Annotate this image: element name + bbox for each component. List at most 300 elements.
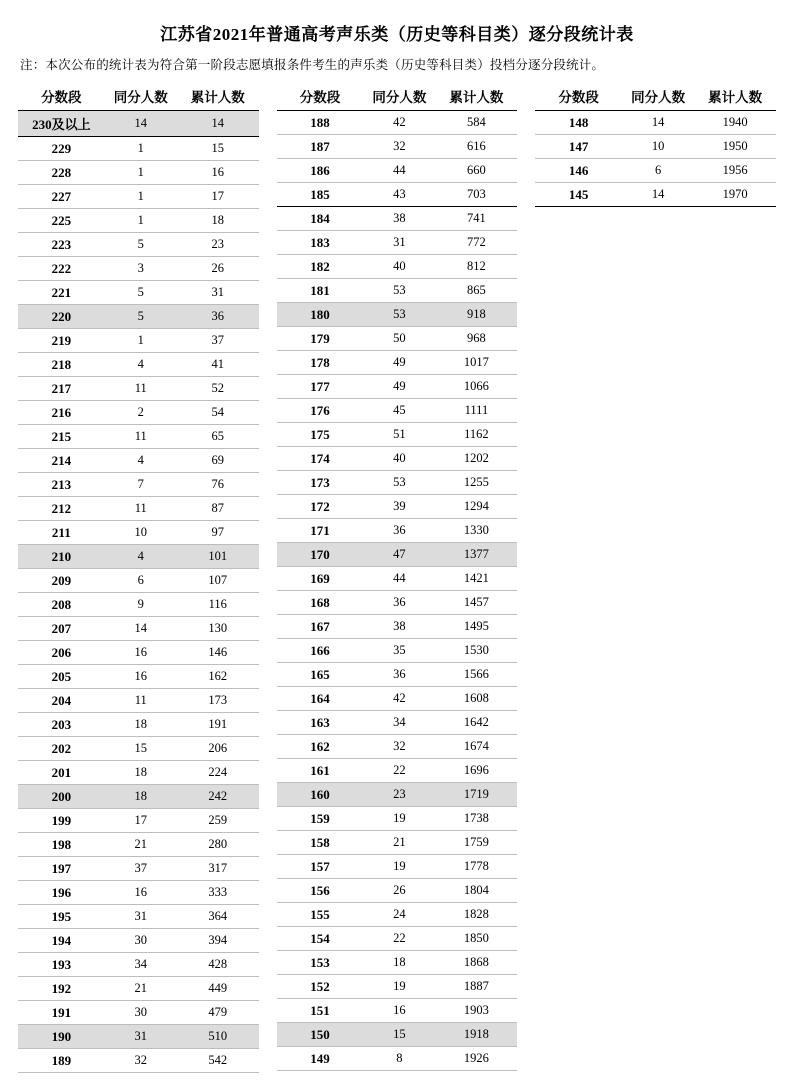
- cell-same-count: 35: [363, 639, 435, 663]
- cell-same-count: 7: [105, 473, 177, 497]
- cell-same-count: 31: [105, 1025, 177, 1049]
- cell-same-count: 15: [363, 1023, 435, 1047]
- cell-score: 222: [18, 257, 105, 281]
- cell-score: 215: [18, 425, 105, 449]
- cell-same-count: 9: [105, 593, 177, 617]
- cell-score: 199: [18, 809, 105, 833]
- table-row: [18, 1025, 259, 1049]
- cell-score: 195: [18, 905, 105, 929]
- table-row: [18, 857, 259, 881]
- cell-cumulative-count: 16: [177, 161, 259, 185]
- cell-cumulative-count: 206: [177, 737, 259, 761]
- cell-score: 161: [277, 759, 364, 783]
- cell-cumulative-count: 107: [177, 569, 259, 593]
- cell-cumulative-count: 162: [177, 665, 259, 689]
- table-row: [18, 1049, 259, 1073]
- cell-same-count: 53: [363, 471, 435, 495]
- table-row: [18, 257, 259, 281]
- cell-same-count: 32: [105, 1049, 177, 1073]
- table-row: [18, 881, 259, 905]
- cell-same-count: 31: [363, 231, 435, 255]
- table-row: [18, 545, 259, 569]
- cell-cumulative-count: 317: [177, 857, 259, 881]
- cell-score: 150: [277, 1023, 364, 1047]
- cell-cumulative-count: 428: [177, 953, 259, 977]
- cell-score: 149: [277, 1047, 364, 1071]
- table-row: [277, 687, 518, 711]
- column-header-same-count: 同分人数: [622, 83, 694, 111]
- cell-same-count: 10: [622, 135, 694, 159]
- cell-score: 208: [18, 593, 105, 617]
- cell-same-count: 30: [105, 929, 177, 953]
- cell-cumulative-count: 1887: [436, 975, 518, 999]
- table-column-1: [18, 83, 259, 1073]
- table-row: [277, 807, 518, 831]
- cell-same-count: 19: [363, 975, 435, 999]
- table-row: [277, 999, 518, 1023]
- cell-cumulative-count: 1111: [436, 399, 518, 423]
- cell-score: 227: [18, 185, 105, 209]
- table-row: [18, 665, 259, 689]
- table-row: [18, 329, 259, 353]
- cell-cumulative-count: 1457: [436, 591, 518, 615]
- cell-score: 162: [277, 735, 364, 759]
- table-row: [18, 185, 259, 209]
- cell-cumulative-count: 449: [177, 977, 259, 1001]
- cell-cumulative-count: 1868: [436, 951, 518, 975]
- cell-score: 182: [277, 255, 364, 279]
- cell-cumulative-count: 1940: [694, 111, 776, 135]
- cell-cumulative-count: 17: [177, 185, 259, 209]
- cell-cumulative-count: 14: [177, 111, 259, 137]
- cell-same-count: 8: [363, 1047, 435, 1071]
- cell-score: 157: [277, 855, 364, 879]
- cell-same-count: 43: [363, 183, 435, 207]
- cell-score: 201: [18, 761, 105, 785]
- cell-same-count: 36: [363, 519, 435, 543]
- cell-score: 179: [277, 327, 364, 351]
- cell-same-count: 22: [363, 927, 435, 951]
- table-row: [18, 761, 259, 785]
- cell-same-count: 21: [363, 831, 435, 855]
- table-row: [535, 135, 776, 159]
- cell-score: 148: [535, 111, 622, 135]
- cell-score: 159: [277, 807, 364, 831]
- table-row: [18, 929, 259, 953]
- cell-same-count: 1: [105, 137, 177, 161]
- cell-score: 175: [277, 423, 364, 447]
- cell-cumulative-count: 1828: [436, 903, 518, 927]
- table-row: [18, 401, 259, 425]
- cell-cumulative-count: 54: [177, 401, 259, 425]
- cell-cumulative-count: 1608: [436, 687, 518, 711]
- cell-cumulative-count: 26: [177, 257, 259, 281]
- cell-cumulative-count: 41: [177, 353, 259, 377]
- cell-cumulative-count: 1421: [436, 567, 518, 591]
- table-row: [277, 567, 518, 591]
- cell-cumulative-count: 1903: [436, 999, 518, 1023]
- cell-same-count: 14: [105, 111, 177, 137]
- cell-same-count: 24: [363, 903, 435, 927]
- cell-score: 158: [277, 831, 364, 855]
- cell-score: 205: [18, 665, 105, 689]
- cell-cumulative-count: 97: [177, 521, 259, 545]
- cell-same-count: 26: [363, 879, 435, 903]
- table-row: [18, 809, 259, 833]
- cell-same-count: 6: [105, 569, 177, 593]
- table-row: [277, 855, 518, 879]
- cell-score: 223: [18, 233, 105, 257]
- cell-cumulative-count: 660: [436, 159, 518, 183]
- table-body-3: [535, 111, 776, 207]
- document-note: 注：本次公布的统计表为符合第一阶段志愿填报条件考生的声乐类（历史等科目类）投档分逐分段统计。: [20, 58, 605, 72]
- cell-score: 146: [535, 159, 622, 183]
- cell-score: 190: [18, 1025, 105, 1049]
- table-row: [277, 591, 518, 615]
- cell-same-count: 36: [363, 663, 435, 687]
- cell-cumulative-count: 1330: [436, 519, 518, 543]
- table-row: [277, 543, 518, 567]
- cell-same-count: 14: [105, 617, 177, 641]
- cell-same-count: 34: [363, 711, 435, 735]
- table-row: [277, 711, 518, 735]
- table-row: [18, 449, 259, 473]
- table-row: [277, 735, 518, 759]
- cell-same-count: 19: [363, 807, 435, 831]
- cell-score: 206: [18, 641, 105, 665]
- cell-score: 196: [18, 881, 105, 905]
- cell-same-count: 42: [363, 687, 435, 711]
- cell-same-count: 32: [363, 735, 435, 759]
- table-row: [277, 327, 518, 351]
- table-row: [18, 785, 259, 809]
- cell-same-count: 18: [105, 761, 177, 785]
- cell-same-count: 5: [105, 233, 177, 257]
- table-row: [18, 233, 259, 257]
- table-row: [277, 759, 518, 783]
- cell-same-count: 14: [622, 183, 694, 207]
- table-row: [18, 977, 259, 1001]
- cell-score: 163: [277, 711, 364, 735]
- table-row: [277, 903, 518, 927]
- cell-cumulative-count: 1696: [436, 759, 518, 783]
- cell-cumulative-count: 1950: [694, 135, 776, 159]
- cell-score: 155: [277, 903, 364, 927]
- cell-same-count: 16: [363, 999, 435, 1023]
- table-row: [18, 713, 259, 737]
- cell-same-count: 21: [105, 977, 177, 1001]
- column-header-score: 分数段: [277, 83, 364, 111]
- table-row: [18, 617, 259, 641]
- table-row: [277, 135, 518, 159]
- column-header-score: 分数段: [535, 83, 622, 111]
- cell-same-count: 30: [105, 1001, 177, 1025]
- cell-score: 194: [18, 929, 105, 953]
- cell-score: 220: [18, 305, 105, 329]
- cell-cumulative-count: 1956: [694, 159, 776, 183]
- table-row: [277, 471, 518, 495]
- table-row: [277, 663, 518, 687]
- table-row: [18, 905, 259, 929]
- table-row: [18, 137, 259, 161]
- cell-cumulative-count: 87: [177, 497, 259, 521]
- cell-same-count: 38: [363, 615, 435, 639]
- cell-score: 207: [18, 617, 105, 641]
- cell-score: 188: [277, 111, 364, 135]
- cell-cumulative-count: 1162: [436, 423, 518, 447]
- cell-same-count: 16: [105, 665, 177, 689]
- cell-same-count: 11: [105, 497, 177, 521]
- table-row: [277, 1047, 518, 1071]
- table-row: [18, 305, 259, 329]
- cell-same-count: 51: [363, 423, 435, 447]
- cell-cumulative-count: 1202: [436, 447, 518, 471]
- cell-cumulative-count: 224: [177, 761, 259, 785]
- cell-same-count: 38: [363, 207, 435, 231]
- cell-same-count: 4: [105, 545, 177, 569]
- cell-same-count: 2: [105, 401, 177, 425]
- cell-cumulative-count: 703: [436, 183, 518, 207]
- cell-score: 171: [277, 519, 364, 543]
- table-row: [18, 377, 259, 401]
- cell-score: 203: [18, 713, 105, 737]
- table-row: [277, 375, 518, 399]
- cell-score: 145: [535, 183, 622, 207]
- cell-same-count: 16: [105, 641, 177, 665]
- cell-cumulative-count: 772: [436, 231, 518, 255]
- table-row: [277, 231, 518, 255]
- table-row: [277, 183, 518, 207]
- table-row: [277, 639, 518, 663]
- cell-cumulative-count: 280: [177, 833, 259, 857]
- table-row: [277, 303, 518, 327]
- cell-cumulative-count: 191: [177, 713, 259, 737]
- cell-score: 186: [277, 159, 364, 183]
- table-row: [535, 183, 776, 207]
- cell-same-count: 18: [105, 713, 177, 737]
- table-row: [18, 425, 259, 449]
- table-row: [277, 423, 518, 447]
- cell-same-count: 11: [105, 377, 177, 401]
- table-row: [277, 399, 518, 423]
- cell-score: 168: [277, 591, 364, 615]
- cell-cumulative-count: 259: [177, 809, 259, 833]
- cell-same-count: 16: [105, 881, 177, 905]
- cell-cumulative-count: 173: [177, 689, 259, 713]
- cell-score: 214: [18, 449, 105, 473]
- cell-score: 174: [277, 447, 364, 471]
- cell-same-count: 1: [105, 329, 177, 353]
- cell-score: 177: [277, 375, 364, 399]
- table-row: [18, 497, 259, 521]
- score-table-3: [535, 83, 776, 207]
- cell-cumulative-count: 116: [177, 593, 259, 617]
- cell-same-count: 1: [105, 161, 177, 185]
- header-row: [18, 83, 259, 111]
- table-row: [277, 447, 518, 471]
- cell-same-count: 17: [105, 809, 177, 833]
- table-header-1: [18, 83, 259, 111]
- cell-cumulative-count: 1804: [436, 879, 518, 903]
- cell-cumulative-count: 1017: [436, 351, 518, 375]
- cell-cumulative-count: 479: [177, 1001, 259, 1025]
- cell-score: 197: [18, 857, 105, 881]
- table-row: [18, 689, 259, 713]
- cell-score: 210: [18, 545, 105, 569]
- cell-cumulative-count: 1719: [436, 783, 518, 807]
- cell-cumulative-count: 1759: [436, 831, 518, 855]
- cell-score: 229: [18, 137, 105, 161]
- cell-cumulative-count: 1778: [436, 855, 518, 879]
- table-row: [18, 737, 259, 761]
- cell-cumulative-count: 101: [177, 545, 259, 569]
- cell-cumulative-count: 542: [177, 1049, 259, 1073]
- cell-score: 165: [277, 663, 364, 687]
- cell-score: 191: [18, 1001, 105, 1025]
- cell-cumulative-count: 1530: [436, 639, 518, 663]
- cell-cumulative-count: 130: [177, 617, 259, 641]
- cell-cumulative-count: 812: [436, 255, 518, 279]
- table-row: [277, 783, 518, 807]
- cell-score: 180: [277, 303, 364, 327]
- cell-same-count: 37: [105, 857, 177, 881]
- cell-cumulative-count: 918: [436, 303, 518, 327]
- cell-cumulative-count: 741: [436, 207, 518, 231]
- cell-cumulative-count: 865: [436, 279, 518, 303]
- cell-same-count: 53: [363, 303, 435, 327]
- cell-score: 204: [18, 689, 105, 713]
- cell-cumulative-count: 242: [177, 785, 259, 809]
- cell-score: 209: [18, 569, 105, 593]
- cell-score: 221: [18, 281, 105, 305]
- column-header-score: 分数段: [18, 83, 105, 111]
- table-row: [277, 615, 518, 639]
- cell-score: 189: [18, 1049, 105, 1073]
- table-row: [277, 255, 518, 279]
- cell-score: 169: [277, 567, 364, 591]
- table-row: [535, 111, 776, 135]
- cell-same-count: 5: [105, 281, 177, 305]
- table-header-2: [277, 83, 518, 111]
- cell-score: 160: [277, 783, 364, 807]
- cell-same-count: 10: [105, 521, 177, 545]
- table-row: [535, 159, 776, 183]
- cell-cumulative-count: 23: [177, 233, 259, 257]
- cell-score: 216: [18, 401, 105, 425]
- table-row: [18, 281, 259, 305]
- cell-cumulative-count: 1066: [436, 375, 518, 399]
- table-row: [277, 111, 518, 135]
- cell-same-count: 18: [363, 951, 435, 975]
- table-row: [18, 569, 259, 593]
- table-body-1: [18, 111, 259, 1073]
- cell-score: 228: [18, 161, 105, 185]
- cell-score: 200: [18, 785, 105, 809]
- cell-score: 154: [277, 927, 364, 951]
- table-row: [277, 207, 518, 231]
- cell-same-count: 21: [105, 833, 177, 857]
- cell-score: 219: [18, 329, 105, 353]
- cell-same-count: 11: [105, 689, 177, 713]
- table-row: [18, 953, 259, 977]
- cell-score: 187: [277, 135, 364, 159]
- cell-score: 170: [277, 543, 364, 567]
- cell-same-count: 42: [363, 111, 435, 135]
- cell-cumulative-count: 1566: [436, 663, 518, 687]
- table-row: [18, 209, 259, 233]
- page-title: 江苏省2021年普通高考声乐类（历史等科目类）逐分段统计表: [160, 25, 634, 44]
- cell-cumulative-count: 584: [436, 111, 518, 135]
- cell-score: 183: [277, 231, 364, 255]
- cell-same-count: 4: [105, 449, 177, 473]
- cell-score: 147: [535, 135, 622, 159]
- cell-cumulative-count: 52: [177, 377, 259, 401]
- cell-same-count: 4: [105, 353, 177, 377]
- cell-score: 184: [277, 207, 364, 231]
- table-column-3: [535, 83, 776, 207]
- table-row: [18, 641, 259, 665]
- table-row: [277, 351, 518, 375]
- table-row: [18, 161, 259, 185]
- score-table-2: [277, 83, 518, 1071]
- cell-same-count: 44: [363, 159, 435, 183]
- cell-cumulative-count: 1495: [436, 615, 518, 639]
- cell-same-count: 3: [105, 257, 177, 281]
- cell-score: 156: [277, 879, 364, 903]
- cell-score: 166: [277, 639, 364, 663]
- cell-score: 213: [18, 473, 105, 497]
- table-row: [18, 473, 259, 497]
- cell-same-count: 32: [363, 135, 435, 159]
- score-table-1: [18, 83, 259, 1073]
- cell-score: 217: [18, 377, 105, 401]
- cell-same-count: 50: [363, 327, 435, 351]
- cell-same-count: 11: [105, 425, 177, 449]
- cell-cumulative-count: 394: [177, 929, 259, 953]
- table-header-3: [535, 83, 776, 111]
- cell-same-count: 45: [363, 399, 435, 423]
- cell-cumulative-count: 968: [436, 327, 518, 351]
- cell-cumulative-count: 1970: [694, 183, 776, 207]
- cell-cumulative-count: 65: [177, 425, 259, 449]
- table-row: [18, 593, 259, 617]
- cell-same-count: 53: [363, 279, 435, 303]
- cell-score: 202: [18, 737, 105, 761]
- header-row: [277, 83, 518, 111]
- cell-cumulative-count: 37: [177, 329, 259, 353]
- cell-same-count: 39: [363, 495, 435, 519]
- cell-score: 178: [277, 351, 364, 375]
- cell-same-count: 49: [363, 351, 435, 375]
- cell-same-count: 6: [622, 159, 694, 183]
- cell-same-count: 19: [363, 855, 435, 879]
- cell-same-count: 49: [363, 375, 435, 399]
- table-body-2: [277, 111, 518, 1071]
- cell-same-count: 1: [105, 185, 177, 209]
- cell-cumulative-count: 1918: [436, 1023, 518, 1047]
- cell-cumulative-count: 1642: [436, 711, 518, 735]
- cell-same-count: 47: [363, 543, 435, 567]
- cell-score: 185: [277, 183, 364, 207]
- table-row: [277, 975, 518, 999]
- table-row: [18, 353, 259, 377]
- cell-same-count: 14: [622, 111, 694, 135]
- cell-score: 230及以上: [18, 111, 105, 137]
- cell-cumulative-count: 1738: [436, 807, 518, 831]
- table-row: [277, 879, 518, 903]
- cell-same-count: 34: [105, 953, 177, 977]
- cell-score: 151: [277, 999, 364, 1023]
